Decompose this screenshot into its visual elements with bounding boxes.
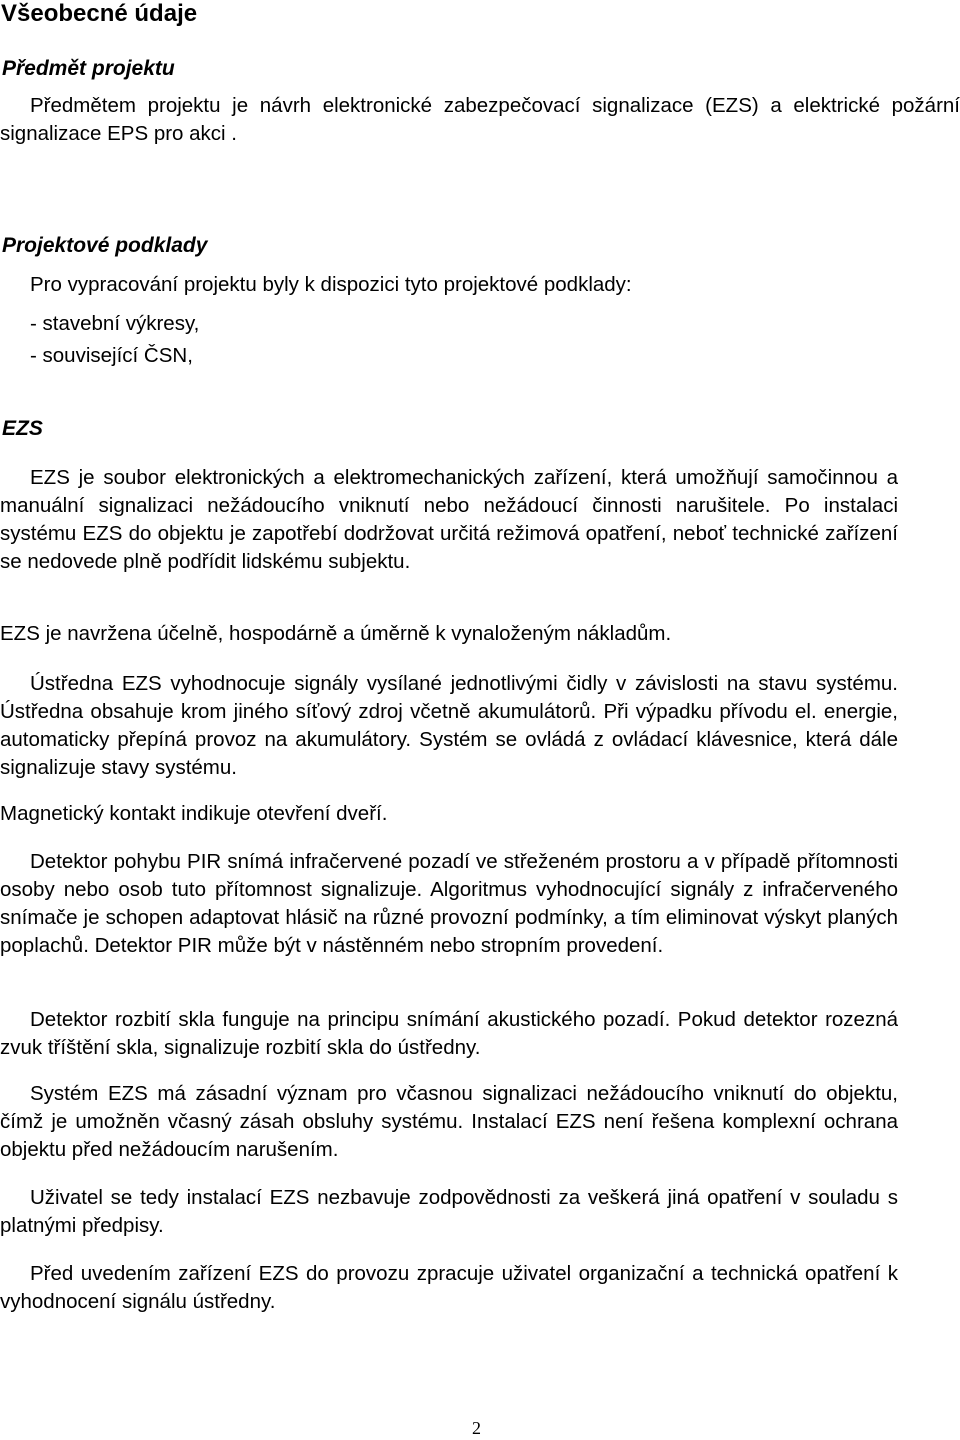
paragraph-user-responsibility: Uživatel se tedy instalací EZS nezbavuje zodpovědnosti za veškerá jiná opatření v souladu s platnými předpisy. bbox=[0, 1186, 898, 1237]
paragraph-subject: Předmětem projektu je návrh elektronické zabezpečovací signalizace (EZS) a elektrické požární signalizace EPS pro akci . bbox=[0, 94, 960, 145]
paragraph-magnetic-contact: Magnetický kontakt indikuje otevření dveří. bbox=[0, 802, 388, 825]
heading-subject: Předmět projektu bbox=[2, 57, 175, 80]
paragraph-control-unit: Ústředna EZS vyhodnocuje signály vysílané jednotlivými čidly v závislosti na stavu systému. Ústředna obsahuje krom jiného síťový zdroj včetně akumulátorů. Při výpadku přívodu el. energie, automaticky přepíná provoz na akumulátory. Systém se ovládá z ovládací klávesnice, která dále signalizuje stavy systému. bbox=[0, 672, 898, 779]
paragraph-sources-intro: Pro vypracování projektu byly k dispozici tyto projektové podklady: bbox=[30, 273, 632, 296]
paragraph-operation-start: Před uvedením zařízení EZS do provozu zpracuje uživatel organizační a technická opatření k vyhodnocení signálu ústředny. bbox=[0, 1262, 898, 1313]
list-item: - související ČSN, bbox=[30, 344, 193, 367]
heading-ezs: EZS bbox=[2, 417, 43, 440]
paragraph-ezs-design: EZS je navržena účelně, hospodárně a úměrně k vynaloženým nákladům. bbox=[0, 622, 672, 645]
paragraph-ezs-importance: Systém EZS má zásadní význam pro včasnou signalizaci nežádoucího vniknutí do objektu, čímž je umožněn včasný zásah obsluhy systému. Instalací EZS není řešena komplexní ochrana objektu před nežádoucím narušením. bbox=[0, 1082, 898, 1161]
paragraph-ezs-definition: EZS je soubor elektronických a elektromechanických zařízení, která umožňují samočinnou a manuální signalizaci nežádoucího vniknutí nebo nežádoucí činnosti narušitele. Po instalaci systému EZS do objektu je zapotřebí dodržovat určitá režimová opatření, neboť technické zařízení se nedovede plně podřídit lidskému subjektu. bbox=[0, 466, 898, 573]
heading-sources: Projektové podklady bbox=[2, 234, 208, 257]
list-item: - stavební výkresy, bbox=[30, 312, 200, 335]
paragraph-glass-break-detector: Detektor rozbití skla funguje na principu snímání akustického pozadí. Pokud detektor rozezná zvuk tříštění skla, signalizuje rozbití skla do ústředny. bbox=[0, 1008, 898, 1059]
page-number: 2 bbox=[472, 1418, 481, 1438]
page-title: Všeobecné údaje bbox=[1, 0, 198, 27]
paragraph-pir-detector: Detektor pohybu PIR snímá infračervené pozadí ve střeženém prostoru a v případě přítomnosti osoby nebo osob tuto přítomnost signalizuje. Algoritmus vyhodnocující signály z infračerveného snímače je schopen adaptovat hlásič na různé provozní podmínky, a tím eliminovat výskyt planých poplachů. Detektor PIR může být v nástěnném nebo stropním provedení. bbox=[0, 850, 898, 957]
